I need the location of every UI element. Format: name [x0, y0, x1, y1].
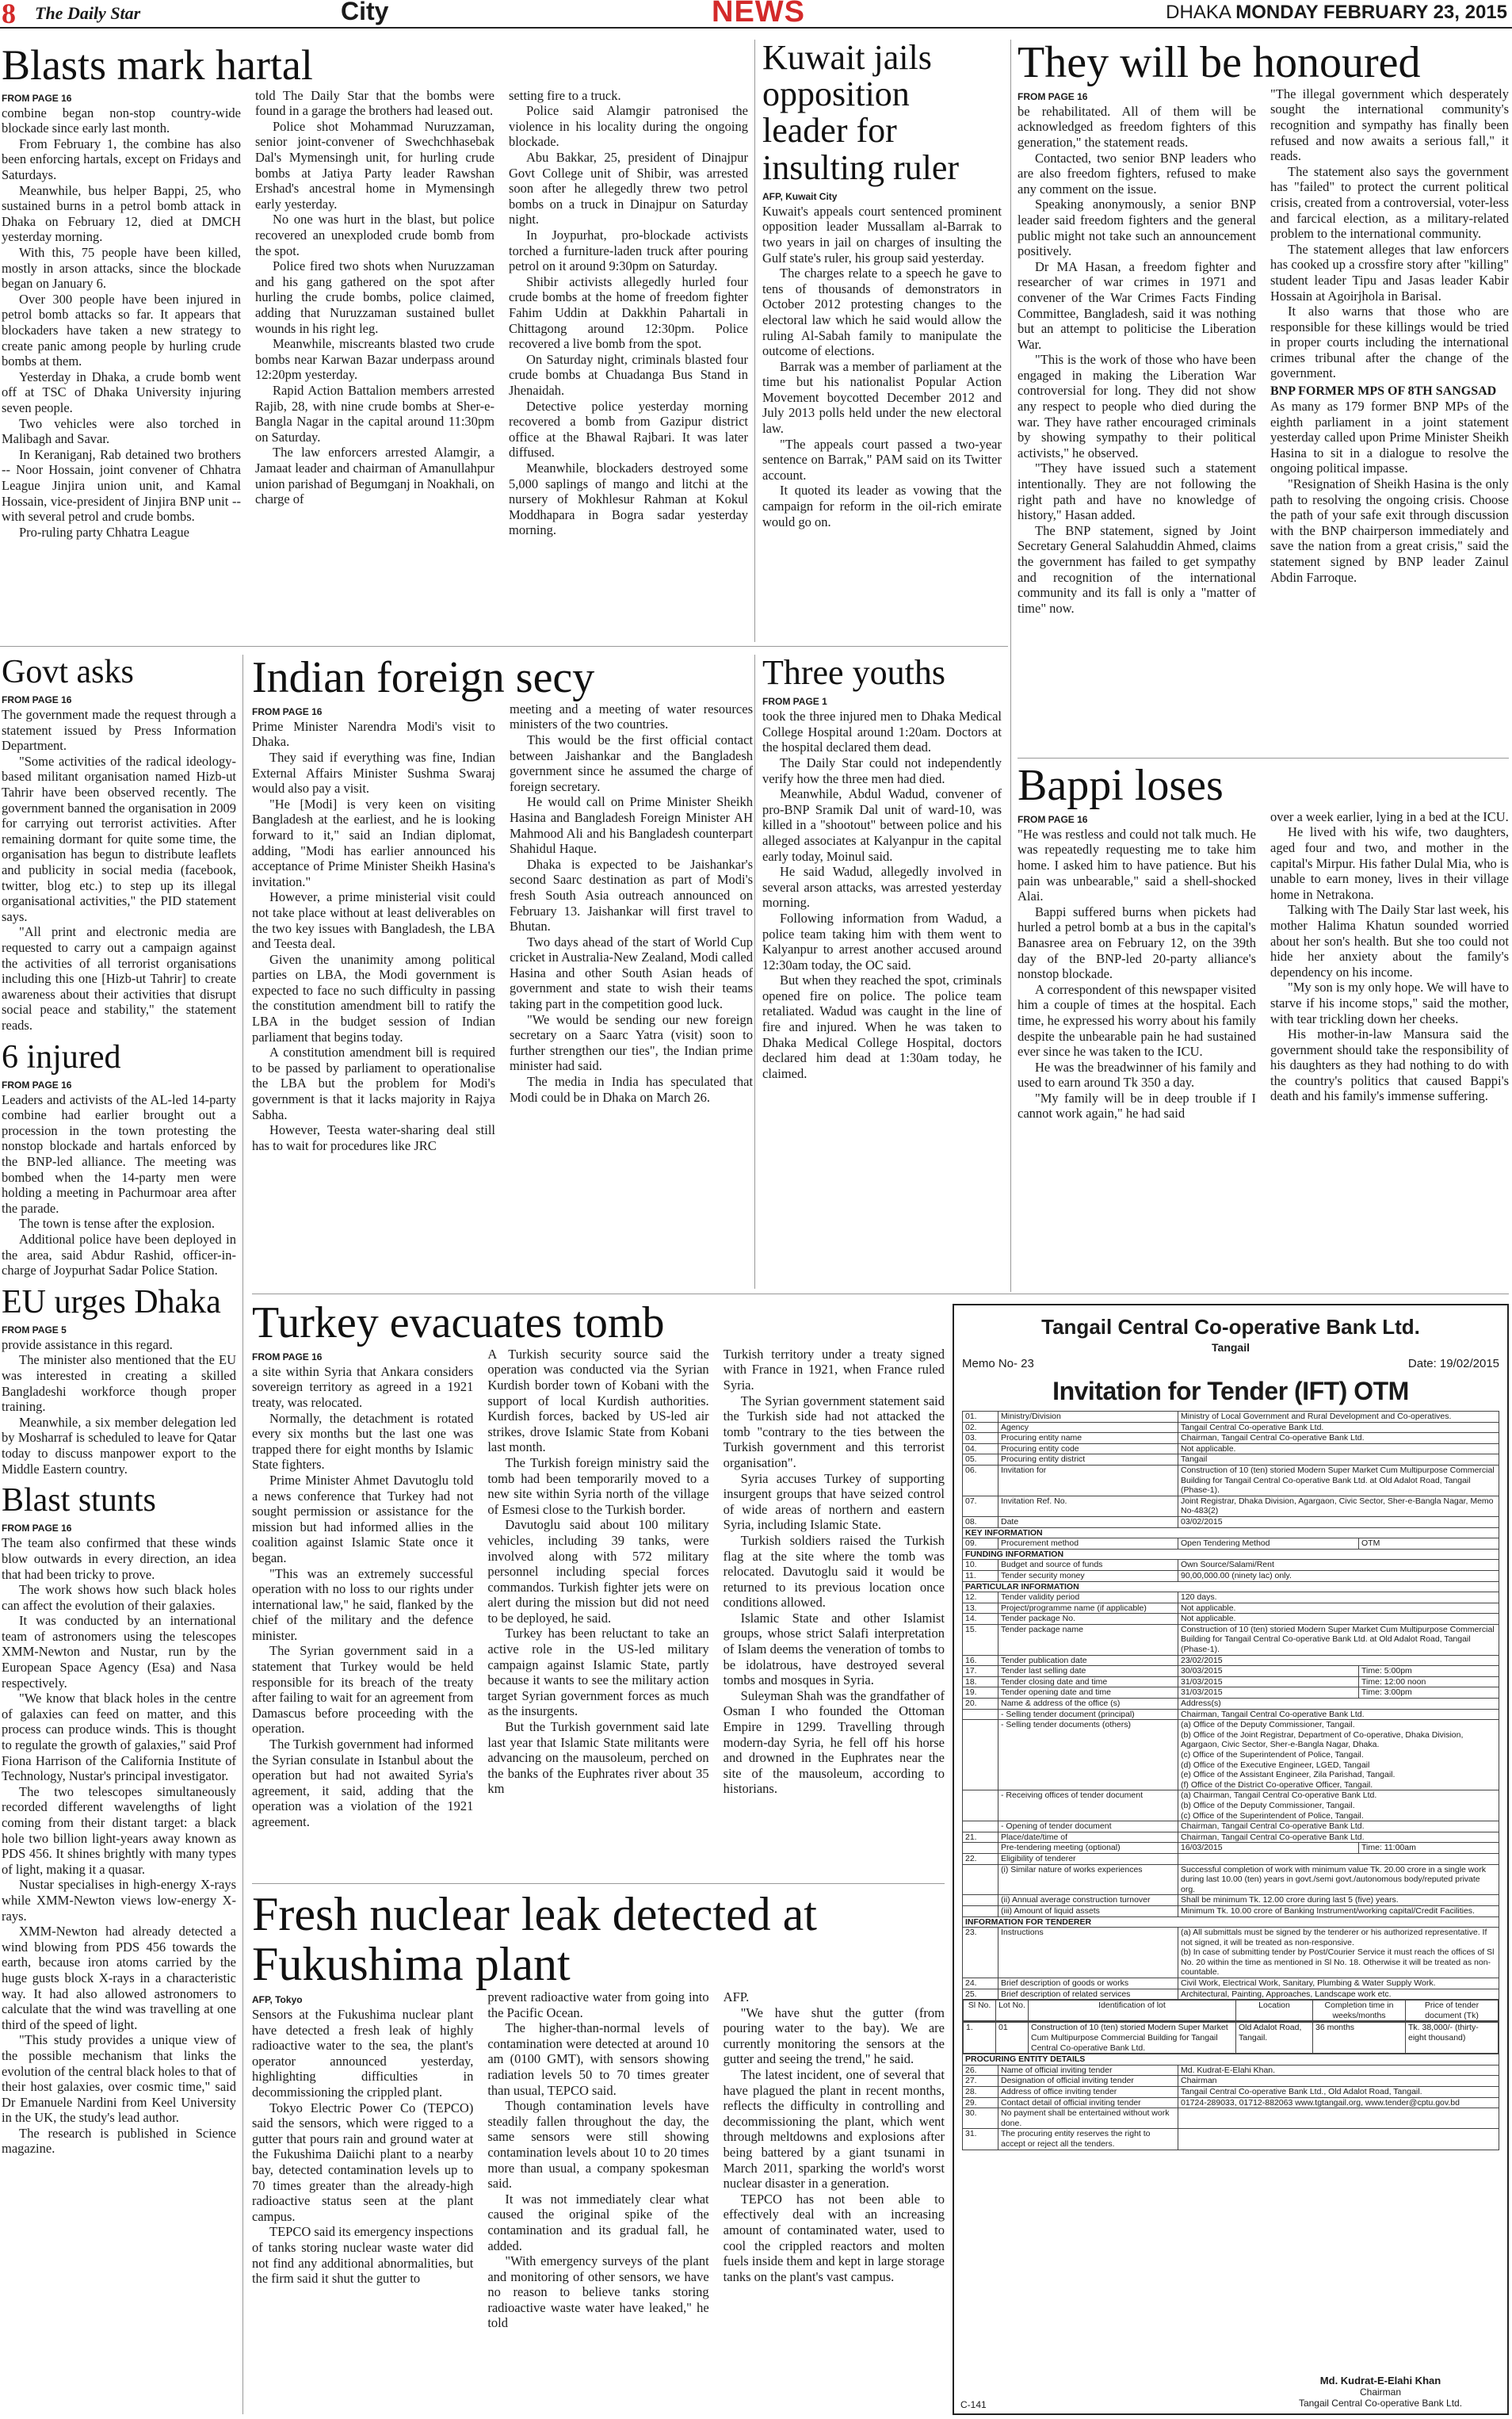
- table-row: (ii) Annual average construction turnover Shall be minimum Tk. 12.00 crore during last 5 (five) years.: [963, 1895, 1499, 1906]
- paragraph: TEPCO said its emergency inspections of tanks storing nuclear waste water did not find any additional abnormalities, but the firm said it shut the gutter to: [252, 2224, 474, 2287]
- paragraph: He lived with his wife, two daughters, aged four and two, and mother in the capital's Mirpur. His father Dulal Mia, who is unable to earn money, lives in their village home in Netrakona.: [1270, 824, 1509, 902]
- headline: Bappi loses: [1018, 761, 1224, 810]
- byline: FROM PAGE 16: [1018, 813, 1088, 825]
- paragraph: Additional police have been deployed in the area, said Abdur Rashid, officer-in-charge of Joypurhat Sadar Police Station.: [2, 1232, 236, 1278]
- story-injured: [2, 1040, 236, 1278]
- story-stunts: [2, 1483, 236, 2157]
- story-honoured: [1018, 40, 1509, 753]
- paragraph: "We would be sending our new foreign secretary on a Saarc Yatra (visit) soon to further strengthen our ties", the Indian prime minister had said.: [510, 1011, 753, 1074]
- paragraph: The research is published in Science magazine.: [2, 2125, 236, 2157]
- paragraph: over a week earlier, lying in a bed at the ICU.: [1270, 808, 1509, 824]
- paragraph: a site within Syria that Ankara considers sovereign territory as agreed in a 1921 treaty, was relocated.: [252, 1363, 474, 1410]
- table-row: KEY INFORMATION: [963, 1527, 1499, 1538]
- paragraph: provide assistance in this regard.: [2, 1336, 173, 1352]
- byline: AFP, Kuwait City: [762, 190, 838, 202]
- paragraph: Turkish soldiers raised the Turkish flag at the site where the tomb was relocated. Davutoglu said it would be returned to its previous location once conditions allowed.: [723, 1532, 945, 1611]
- paragraph: Given the unanimity among political parties on LBA, the Modi government is expected to face no such difficulty in passing the constitution amendment bill to ratify the LBA in the budget session of Indian parliament that begins today.: [252, 951, 495, 1045]
- paragraph: "Resignation of Sheikh Hasina is the only path to resolving the ongoing crisis. Choose the path of your safe exit through discussion with the BNP chairperson immediately and save the nation from a great crisis," said the statement signed by BNP leader Zainul Abdin Farroque.: [1270, 476, 1509, 585]
- paragraph: Police fired two shots when Nuruzzaman and his gang gathered on the spot after hurling the crude bombs, police claimed, adding that Nuruzzaman sustained bullet wounds in his right leg.: [255, 258, 494, 336]
- paragraph: On Saturday night, criminals blasted four crude bombs at Chuadanga Bus Stand in Jhenaidah.: [509, 351, 748, 398]
- paragraph: The Turkish government had informed the Syrian consulate in Istanbul about the operation but had not awaited Syria's agreement, it said, adding that the operation was a violation of the 1921 agreement.: [252, 1737, 474, 1830]
- story-india: [252, 655, 753, 1289]
- story-column: [252, 701, 495, 1154]
- paragraph: He was the breadwinner of his family and used to earn around Tk 350 a day.: [1018, 1059, 1256, 1091]
- story-column: [487, 1989, 708, 2331]
- table-row: 06. Invitation for Construction of 10 (ten) storied Modern Super Market Cum Multipurpose Commercial Building for Tangail Central Co-operative Bank Ltd. at Old Adalot Road, Tangail (Phase-1).: [963, 1465, 1499, 1496]
- table-row: - Selling tender document (principal) Chairman, Tangail Central Co-operative Bank Ltd.: [963, 1709, 1499, 1720]
- memo-date: Date: 19/02/2015: [1407, 1357, 1499, 1370]
- headline: Blasts mark hartal: [2, 41, 313, 89]
- news-label: NEWS: [712, 0, 805, 29]
- story-column: [510, 701, 753, 1154]
- table-row: (i) Similar nature of works experiences Successful completion of work with minimum value Tk. 20.00 crore in a single work during last 10.00 (ten) years in govt./semi govt./autonomous body/reputed private org.: [963, 1864, 1499, 1895]
- table-row: PROCURING ENTITY DETAILS: [963, 2054, 1499, 2066]
- headline: Three youths: [762, 653, 945, 692]
- ad-title: Invitation for Tender (IFT) OTM: [1052, 1377, 1409, 1405]
- table-row: 18. Tender closing date and time 31/03/2015 Time: 12:00 noon: [963, 1676, 1499, 1687]
- paragraph: Two vehicles were also torched in Malibagh and Savar.: [2, 415, 241, 447]
- paragraph: The BNP statement, signed by Joint Secretary General Salahuddin Ahmed, claims the government has failed to get sympathy and recognition of the international community and its fall is only a "matter of time" now.: [1018, 522, 1256, 616]
- paragraph: Two days ahead of the start of World Cup cricket in Australia-New Zealand, Modi called Hasina and other South Asian heads of government and state to wish their teams taking part in the competition good luck.: [510, 934, 753, 1012]
- paragraph: It also warns that those who are responsible for these killings would be tried in proper courts including the international crimes tribunal after the change of the government.: [1270, 304, 1509, 381]
- ad-place: Tangail: [1212, 1341, 1250, 1354]
- paragraph: The Syrian government statement said the Turkish side had not attacked the tomb "contrary to the ties between the Turkish government and this terrorist organisation".: [723, 1393, 945, 1470]
- table-row: 26. Name of official inviting tender Md. Kudrat-E-Elahi Khan.: [963, 2065, 1499, 2076]
- ad-code: C-141: [960, 2399, 987, 2410]
- paragraph: Shibir activists allegedly hurled four crude bombs at the home of freedom fighter Fahim Uddin at Dakkhin Pahartali in Chittagong around 12:30pm. Police recovered a live bomb from the spot.: [509, 273, 748, 352]
- paragraph: XMM-Newton had already detected a wind blowing from PDS 456 towards the earth, because iron atoms carried by the huge gusts block X-rays in a characteristic way. It had also allowed astronomers to calculate that the wind was travelling at one third of the speed of light.: [2, 1924, 236, 2032]
- tender-advertisement: [953, 1304, 1509, 2415]
- story-column: [762, 191, 1002, 529]
- paragraph: A Turkish security source said the operation was conducted via the Syrian Kurdish border town of Kobani with the support of local Kurdish authorities. Kurdish forces, backed by US-led air strikes, drove Islamic State from Kobani last month.: [487, 1346, 709, 1455]
- paragraph: The latest incident, one of several that have plagued the plant in recent months, reflects the difficulty in controlling and decommissioning the plant, which went through meltdowns and explosions after being battered by a giant tsunami in March 2011, sparking the world's worst nuclear disaster in a generation.: [723, 2066, 945, 2192]
- paragraph: The statement also says the government has "failed" to protect the current political crisis, created from a controversial, voter-less and farcical election, as a military-related problem to the international community.: [1270, 163, 1509, 242]
- table-row: 14. Tender package No. Not applicable.: [963, 1614, 1499, 1625]
- paragraph: "We know that black holes in the centre of galaxies can feed on matter, and this process can produce winds. This is thought to regulate the growth of galaxies," said Prof Fiona Harrison of the California Institute of Technology, Nustar's principal investigator.: [2, 1691, 236, 1784]
- paragraph: Suleyman Shah was the grandfather of Osman I who founded the Ottoman Empire in 1299. Travelling through modern-day Syria, he fell off his horse and drowned in the Euphrates near the site of the mausoleum, according to historians.: [723, 1687, 945, 1797]
- table-row: 15. Tender package name Construction of 10 (ten) storied Modern Super Market Cum Multipurpose Commercial Building for Tangail Central Co-operative Bank Ltd. at Old Adalot Road, Tangail (Phase-1).: [963, 1624, 1499, 1655]
- story-column: [252, 1347, 473, 1830]
- table-row: - Selling tender documents (others) (a) Office of the Deputy Commissioner, Tangail. (b) Office of the Joint Registrar, Department of Co-operative, Dhaka Division, Agargaon, Civic Sector, Sher-e-Bangla Nagar, Dhaka. (c) Office of the Superintendent of Police, Tangail. (d) Office of the Executive Engineer, LGED, Tangail (e) Office of the Assistant Engineer, Zila Parishad, Tangail. (f) Office of the District Co-operative Officer, Tangail.: [963, 1720, 1499, 1790]
- paragraph: The work shows how such black holes can affect the evolution of their galaxies.: [2, 1582, 236, 1613]
- paragraph: In Joypurhat, pro-blockade activists torched a furniture-laden truck after pouring petrol on it around 9:30pm on Saturday.: [509, 227, 748, 274]
- table-row: 16. Tender publication date 23/02/2015: [963, 1655, 1499, 1666]
- paragraph: From February 1, the combine has also been enforcing hartals, except on Fridays and Saturdays.: [2, 136, 241, 183]
- story-column: [1270, 86, 1509, 617]
- paragraph: Meanwhile, blockaders destroyed some 5,000 saplings of mango and litchi at the nursery of Mokhlesur Rahman at Kokul Moddhapara in Bogra sadar yesterday morning.: [509, 460, 748, 538]
- story-turkey: [252, 1300, 945, 1886]
- byline: AFP, Tokyo: [252, 1994, 303, 2005]
- dateline: DHAKA MONDAY FEBRUARY 23, 2015: [1166, 2, 1507, 23]
- story-eu: [2, 1285, 236, 1477]
- table-row: 20. Name & address of the office (s) Address(s): [963, 1699, 1499, 1710]
- paragraph: Meanwhile, Abdul Wadud, convener of pro-BNP Sramik Dal unit of ward-10, was killed in a "shootout" between police and his alleged associates at Kalyanpur in the capital early today, Moinul said.: [762, 786, 1002, 864]
- table-row: 28. Address of office inviting tender Tangail Central Co-operative Bank Ltd., Old Adalot Road, Tangail.: [963, 2087, 1499, 2098]
- table-row: FUNDING INFORMATION: [963, 1549, 1499, 1560]
- paragraph: "This study provides a unique view of the possible mechanism that links the evolution of the central black holes to that of their host galaxies, over cosmic time," said Dr Emanuele Nardini from Keel University in the UK, the study's lead author.: [2, 2032, 236, 2126]
- paragraph: The town is tense after the explosion.: [19, 1216, 215, 1232]
- table-row: 22. Eligibility of tenderer: [963, 1853, 1499, 1864]
- paragraph: The Daily Star could not independently verify how the three men had died.: [762, 755, 1002, 786]
- table-row: 08. Date 03/02/2015: [963, 1516, 1499, 1527]
- paragraph: "We have shut the gutter (from pouring water to the bay). We are currently monitoring the sensors at the gutter and seeing the trend," he said.: [723, 2004, 945, 2067]
- paragraph: "He was restless and could not talk much. He was repeatedly requesting me to take him home. I asked him to have patience. But his pain was unbearable," said a shell-shocked Alai.: [1018, 826, 1256, 904]
- table-row: 09. Procurement method Open Tendering Method OTM: [963, 1538, 1499, 1550]
- paragraph: "All print and electronic media are requested to carry out a campaign against the activities of all terrorist organisations including this one [Hizb-ut Tahrir] to create awareness about their activities that disrupt social peace and stability," the statement reads.: [2, 924, 236, 1033]
- paragraph: Speaking anonymously, a senior BNP leader said freedom fighters and the general public might not take such an announcement positively.: [1018, 197, 1256, 259]
- paragraph: As many as 179 former BNP MPs of the eighth parliament in a joint statement yesterday called upon Prime Minister Sheikh Hasina to sit in a dialogue to resolve the ongoing political impasse.: [1270, 399, 1509, 476]
- story-youths: [762, 655, 1002, 1289]
- table-row: 10. Budget and source of funds Own Source/Salami/Rent: [963, 1560, 1499, 1571]
- paragraph: "This was an extremely successful operation with no loss to our rights under international law," he said, flanked by the chief of the military and the defence minister.: [252, 1565, 474, 1643]
- paragraph: In Keraniganj, Rab detained two brothers -- Noor Hossain, joint convener of Chhatra League Jinjira union unit, and Kamal Hossain, vice-president of Jinjira BNP unit -- with several petrol and crude bombs.: [2, 446, 241, 525]
- byline: FROM PAGE 16: [2, 1523, 72, 1534]
- paragraph: took the three injured men to Dhaka Medical College Hospital around 1:20am. Doctors at the hospital declared them dead.: [762, 709, 1002, 755]
- byline: FROM PAGE 16: [2, 92, 72, 104]
- paragraph: Rapid Action Battalion members arrested Rajib, 28, with nine crude bombs at Sher-e-Bangla Nagar in the capital around 11:30pm on Saturday.: [255, 382, 494, 445]
- paragraph: Nustar specialises in high-energy X-rays while XMM-Newton views low-energy X-rays.: [2, 1877, 236, 1924]
- paragraph: The two telescopes simultaneously recorded different wavelengths of light coming from their distant target: a black hole two billion light-years away known as PDS 456. It shines brightly with many types of light, making it a quasar.: [2, 1783, 236, 1877]
- paragraph: "With emergency surveys of the plant and monitoring of other sensors, we have no reason to believe tanks storing radioactive waste water have leaked," he told: [487, 2253, 709, 2331]
- paragraph: The charges relate to a speech he gave to tens of thousands of demonstrators in October 2012 protesting changes to the electoral law which he said would allow the ruling Al-Sabah family to manipulate the outcome of elections.: [762, 266, 1002, 359]
- paragraph: Dhaka is expected to be Jaishankar's second Saarc destination as part of Modi's fresh South Asia outreach announced on February 13. Jaishankar will first travel to Bhutan.: [510, 856, 753, 934]
- paragraph: meeting and a meeting of water resources ministers of the two countries.: [510, 701, 753, 732]
- signature-block: Md. Kudrat-E-Elahi Khan Chairman Tangail Central Co-operative Bank Ltd.: [1298, 2375, 1463, 2409]
- paragraph: Detective police yesterday morning recovered a bomb from Gazipur district office at the Bhawal Rajbari. It was later diffused.: [509, 398, 748, 460]
- story-blasts: [2, 40, 748, 642]
- paragraph: Though contamination levels have steadily fallen throughout the day, the same sensors were still showing contamination levels about 10 to 20 times more than usual, a company spokesman said.: [487, 2098, 709, 2192]
- story-kuwait: [762, 40, 1002, 642]
- table-row: 30. No payment shall be entertained without work done.: [963, 2108, 1499, 2129]
- paragraph: However, a prime ministerial visit could not take place without at least deliverables on the two key issues with Bangladesh, the LBA and Teesta deal.: [252, 889, 495, 952]
- paragraph: It was not immediately clear what caused the original spike of the contamination and its gradual fall, he added.: [487, 2191, 709, 2253]
- paragraph: The team also confirmed that these winds blow outwards in every direction, an idea that had been tricky to prove.: [2, 1535, 236, 1582]
- table-row: INFORMATION FOR TENDERER: [963, 1916, 1499, 1928]
- paragraph: The media in India has speculated that Modi could be in Dhaka on March 26.: [510, 1074, 753, 1105]
- table-row: (iii) Amount of liquid assets Minimum Tk. 10.00 crore of Banking Instrument/working capital/Credit Facilities.: [963, 1905, 1499, 1916]
- paragraph: He said Wadud, allegedly involved in several arson attacks, was arrested yesterday morning.: [762, 864, 1002, 911]
- paragraph: With this, 75 people have been killed, mostly in arson attacks, since the blockade began on January 6.: [2, 245, 241, 292]
- paragraph: The law enforcers arrested Alamgir, a Jamaat leader and chairman of Amanullahpur union parishad of Begumganj in Noakhali, on charge of: [255, 445, 494, 507]
- paragraph: A constitution amendment bill is required to be passed by parliament to operationalise the LBA but the problem for Modi's government is that it lacks majority in Rajya Sabha.: [252, 1045, 495, 1122]
- story-column: [255, 88, 494, 541]
- paragraph: Police shot Mohammad Nuruzzaman, senior joint-convener of Swechchhasebak Dal's Mymensingh unit, for hurling crude bombs at Jatiya Party leader Rawshan Ershad's ancestral home in Mymensingh early yesterday.: [255, 118, 494, 212]
- table-row: PARTICULAR INFORMATION: [963, 1581, 1499, 1592]
- headline: Blast stunts: [2, 1482, 156, 1519]
- story-column: [1018, 809, 1256, 1122]
- table-row: 07. Invitation Ref. No. Joint Registrar, Dhaka Division, Agargaon, Civic Sector, Sher-e-Bangla Nagar, Memo No-483(2): [963, 1496, 1499, 1516]
- story-bappi: [1018, 762, 1509, 1294]
- table-row: 24. Brief description of goods or works Civil Work, Electrical Work, Sanitary, Plumbing & Water Supply Work.: [963, 1978, 1499, 1989]
- paragraph: The minister also mentioned that the EU was interested in creating a skilled Bangladeshi workforce though proper training.: [2, 1352, 236, 1415]
- table-row: 04. Procuring entity code Not applicable.: [963, 1443, 1499, 1454]
- table-row: Sl No. Lot No. Identification of lot Location Completion time in weeks/months Price of tender document (Tk): [963, 2000, 1499, 2022]
- ad-org: Tangail Central Co-operative Bank Ltd.: [1041, 1315, 1420, 1339]
- paragraph: Yesterday in Dhaka, a crude bomb went off at TSC of Dhaka University injuring seven people.: [2, 369, 241, 415]
- table-row: 02. Agency Tangail Central Co-operative Bank Ltd.: [963, 1422, 1499, 1433]
- table-row: 29. Contact detail of official inviting tender 01724-289033, 01712-882063 www.tgtangail.org, www.tender@cptu.gov.bd: [963, 2097, 1499, 2108]
- paragraph: Meanwhile, miscreants blasted two crude bombs near Karwan Bazar underpass around 12:20pm yesterday.: [255, 336, 494, 383]
- paragraph: Leaders and activists of the AL-led 14-party combine had earlier brought out a procession in the town protesting the nonstop blockade and hartals enforced by the BNP-led alliance. The meeting was bombed when the 14-party men were holding a meeting in Pachurmoar area after the parade.: [2, 1091, 236, 1216]
- paragraph: "This is the work of those who have been engaged in making the Liberation War controversial for long. They did not show any respect to people who died during the war. They have rather encouraged criminals by showing sympathy to their political activists," he observed.: [1018, 352, 1256, 460]
- headline: 6 injured: [2, 1038, 121, 1076]
- paragraph: Over 300 people have been injured in petrol bomb attacks so far. It appears that blockaders have taken a new strategy to create panic among people by hurling crude bombs at them.: [2, 291, 241, 369]
- masthead: [0, 0, 1512, 29]
- paragraph: setting fire to a truck.: [509, 87, 621, 103]
- paragraph: Prime Minister Ahmet Davutoglu told a news conference that Turkey had not sought permission or assistance for the mission but had informed allies in the coalition against Islamic State once it began.: [252, 1472, 474, 1565]
- paragraph: Normally, the detachment is rotated every six months but the last one was trapped there for eight months by Islamic State fighters.: [252, 1410, 474, 1473]
- paragraph: This would be the first official contact between Jaishankar and the Bangladesh government since he assumed the charge of foreign secretary.: [510, 732, 753, 794]
- story-column: [762, 696, 1002, 1081]
- paragraph: Dr MA Hasan, a freedom fighter and researcher of war crimes in 1971 and convener of the War Crimes Facts Finding Committee, Bangladesh, said it was nothing but an attempt to politicise the Liberation War.: [1018, 258, 1256, 352]
- paragraph: Meanwhile, a six member delegation led by Mosharraf is scheduled to leave for Qatar today to discuss manpower export to the Middle Eastern country.: [2, 1414, 236, 1477]
- paragraph: It was conducted by an international team of astronomers using the telescopes XMM-Newton and Nustar, run by the European Space Agency (Esa) and Nasa respectively.: [2, 1613, 236, 1691]
- story-column: [252, 1989, 473, 2331]
- paragraph: "Some activities of the radical ideology-based militant organisation named Hizb-ut Tahrir have been observed recently. The government banned the organisation in 2009 for carrying out terrorist activities. After remaining dormant for quite some time, the organisation has begun to distribute leaflets and publicity in social media (facebook, twitter, blog etc.) to step up its illegal organisational activities," the PID statement says.: [2, 753, 236, 924]
- story-fukushima: [252, 1890, 945, 2416]
- subhead: BNP FORMER MPS OF 8TH SANGSAD: [1270, 384, 1497, 399]
- story-column: [724, 1989, 945, 2331]
- headline: Govt asks: [2, 654, 134, 690]
- table-row: 1. 01 Construction of 10 (ten) storied Modern Super Market Cum Multipurpose Commercial Building for Tangail Central Co-operative Bank Ltd. Old Adalot Road, Tangail. 36 months Tk. 38,000/- (thirty-eight thousand): [963, 2022, 1499, 2054]
- paragraph: Kuwait's appeals court sentenced prominent opposition leader Mussallam al-Barrak to two years in jail on charges of insulting the Gulf state's ruler, his group said yesterday.: [762, 203, 1002, 266]
- byline: FROM PAGE 16: [2, 694, 72, 706]
- paragraph: AFP.: [723, 1989, 750, 2004]
- paragraph: The Turkish foreign ministry said the tomb had been temporarily moved to a new site within Syria north of the village of Esmesi close to the Turkish border.: [487, 1454, 709, 1517]
- paragraph: The Syrian government said in a statement that Turkey would be held responsible for its breach of the treaty after failing to wait for an agreement from Damascus before proceeding with the operation.: [252, 1643, 474, 1737]
- paragraph: But the Turkish government said late last year that Islamic State militants were advancing on the mausoleum, perched on the banks of the Euphrates river about 35 km: [487, 1719, 709, 1797]
- table-row: - Receiving offices of tender document (a) Chairman, Tangail Central Co-operative Bank Ltd. (b) Office of the Deputy Commissioner, Tangail. (c) Office of the Superintendent of Police, Tangail.: [963, 1790, 1499, 1821]
- paragraph: prevent radioactive water from going into the Pacific Ocean.: [487, 1989, 709, 2020]
- paragraph: They said if everything was fine, Indian External Affairs Minister Sushma Swaraj would also pay a visit.: [252, 749, 495, 797]
- story-column: [1270, 809, 1509, 1122]
- paragraph: Sensors at the Fukushima nuclear plant have detected a fresh leak of highly radioactive water to the sea, the plant's operator announced yesterday, highlighting difficulties in decommissioning the crippled plant.: [252, 2007, 474, 2100]
- table-row: 27. Designation of official inviting tender Chairman: [963, 2076, 1499, 2087]
- headline: Turkey evacuates tomb: [252, 1298, 665, 1347]
- paragraph: be rehabilitated. All of them will be acknowledged as freedom fighters of this generation," the statement reads.: [1018, 103, 1256, 150]
- paragraph: Pro-ruling party Chhatra League: [19, 524, 189, 540]
- tender-table: [962, 1411, 1499, 2150]
- paragraph: told The Daily Star that the bombs were found in a garage the brothers had leased out.: [255, 87, 494, 119]
- table-row: 12. Tender validity period 120 days.: [963, 1592, 1499, 1603]
- paragraph: Turkish territory under a treaty signed with France in 1921, when France ruled Syria.: [723, 1346, 945, 1393]
- story-column: [1018, 86, 1256, 617]
- paragraph: A correspondent of this newspaper visited him a couple of times at the hospital. Each time, he expressed his worry about his family despite the unbearable pain he had sustained ever since he was taken to the ICU.: [1018, 981, 1256, 1060]
- paragraph: "He [Modi] is very keen on visiting Bangladesh at the earliest, and he is looking forward to it," said an Indian diplomat, adding, "Modi has earlier announced his acceptance of Prime Minister Sheikh Hasina's invitation.": [252, 796, 495, 889]
- paragraph: Islamic State and other Islamist groups, whose strict Salafi interpretation of Islam deems the veneration of tombs to be idolatrous, have destroyed several tombs and mosques in Syria.: [723, 1610, 945, 1688]
- headline: EU urges Dhaka: [2, 1283, 221, 1320]
- paragraph: It quoted its leader as vowing that the campaign for reform in the oil-rich emirate would go on.: [762, 483, 1002, 529]
- table-row: Pre-tendering meeting (optional) 16/03/2015 Time: 11:00am: [963, 1843, 1499, 1854]
- story-govt: [2, 655, 236, 1034]
- paragraph: Contacted, two senior BNP leaders who are also freedom fighters, refused to make any comment on the issue.: [1018, 150, 1256, 197]
- paragraph: Abu Bakkar, 25, president of Dinajpur Govt College unit of Shibir, was arrested soon after he allegedly threw two petrol bombs on a truck in Dinajpur on Saturday night.: [509, 150, 748, 227]
- paragraph: But when they reached the spot, criminals opened fire on police. The police team retaliated. Wadud was caught in the line of fire and injured. When he was taken to Dhaka Medical College Hospital, doctors declared him dead at 1:30am today, he claimed.: [762, 973, 1002, 1081]
- table-row: 17. Tender last selling date 30/03/2015 Time: 5:00pm: [963, 1666, 1499, 1677]
- newspaper-logo: The Daily Star: [35, 3, 141, 23]
- paragraph: combine began non-stop country-wide blockade since early last month.: [2, 105, 241, 136]
- paragraph: "They have issued such a statement intentionally. They are not following the right path and have no knowledge of history," Hasan added.: [1018, 460, 1256, 523]
- story-column: [487, 1347, 708, 1830]
- paragraph: Barrak was a member of parliament at the time but his nationalist Popular Action Movement boycotted December 2012 and July 2013 polls held under the new electoral law.: [762, 358, 1002, 437]
- paragraph: Talking with The Daily Star last week, his mother Halima Khatun sounded worried about her son's health. But she too could not hide her anxiety about the family's dependency on his income.: [1270, 902, 1509, 980]
- paragraph: TEPCO has not been able to effectively deal with an increasing amount of contaminated water, used to cool the crippled reactors and molten fuels inside them and kept in large storage tanks on the plant's vast campus.: [723, 2191, 945, 2284]
- left-rail: [2, 655, 236, 2414]
- paragraph: Prime Minister Narendra Modi's visit to Dhaka.: [252, 718, 495, 750]
- byline: FROM PAGE 5: [2, 1324, 67, 1336]
- paragraph: However, Teesta water-sharing deal still has to wait for procedures like JRC: [252, 1122, 495, 1153]
- paragraph: "The illegal government which desperately sought the international community's recognition and sympathy has finally been refused and now awaits a serious fall," it reads.: [1270, 86, 1509, 164]
- table-row: 23. Instructions (a) All submittals must be signed by the tenderer or his authorized representative. If not signed, it will be treated as non-responsive. (b) In case of submitting tender by Post/Courier Service it must reach the offices of Sl No. 20 within the time as mentioned in Sl No. 18. Otherwise it will be treated as non-countable.: [963, 1928, 1499, 1978]
- paragraph: The higher-than-normal levels of contamination were detected at around 10 am (0100 GMT), with sensors showing radiation levels 50 to 70 times greater than usual, TEPCO said.: [487, 2020, 709, 2098]
- paragraph: Turkey has been reluctant to take an active role in the US-led military campaign against Islamic State, partly because it wants to see the military action target Syrian government forces as much as the insurgents.: [487, 1626, 709, 1719]
- byline: FROM PAGE 16: [252, 705, 323, 717]
- byline: FROM PAGE 1: [762, 696, 827, 708]
- story-column: [2, 88, 241, 541]
- paragraph: The government made the request through a statement issued by Press Information Department.: [2, 707, 236, 754]
- byline: FROM PAGE 16: [1018, 90, 1088, 102]
- table-row: - Opening of tender document Chairman, Tangail Central Co-operative Bank Ltd.: [963, 1821, 1499, 1832]
- paragraph: He would call on Prime Minister Sheikh Hasina and Bangladesh Foreign Minister AH Mahmood Ali and his Bangladesh counterpart Shahidul Haque.: [510, 794, 753, 857]
- story-column: [509, 88, 748, 541]
- paragraph: No one was hurt in the blast, but police recovered an unexploded crude bomb from the spot.: [255, 212, 494, 258]
- byline: FROM PAGE 16: [2, 1079, 72, 1091]
- table-row: 21. Place/date/time of Chairman, Tangail Central Co-operative Bank Ltd.: [963, 1832, 1499, 1843]
- memo-number: Memo No- 23: [962, 1357, 1034, 1370]
- table-row: 11. Tender security money 90,00,000.00 (ninety lac) only.: [963, 1570, 1499, 1581]
- headline: Kuwait jails opposition leader for insulting ruler: [762, 38, 960, 187]
- headline: They will be honoured: [1018, 38, 1421, 87]
- paragraph: His mother-in-law Mansura said the government should take the responsibility of his daughters as they had nothing to do with the country's politics that caused Bappi's death and his family's immense suffering.: [1270, 1026, 1509, 1104]
- table-row: 05. Procuring entity district Tangail: [963, 1454, 1499, 1466]
- paragraph: "My family will be in deep trouble if I cannot work again," he had said: [1018, 1090, 1256, 1122]
- paragraph: Following information from Wadud, a police team taking him with them went to Kalyanpur to arrest another accused around 12:30am today, the OC said.: [762, 910, 1002, 973]
- table-row: 03. Procuring entity name Chairman, Tangail Central Co-operative Bank Ltd.: [963, 1433, 1499, 1444]
- paragraph: "My son is my only hope. We will have to starve if his income stops," said the mother, with tear trickling down her cheeks.: [1270, 980, 1509, 1026]
- section-name: City: [341, 0, 389, 25]
- paragraph: Police said Alamgir patronised the violence in his locality during the ongoing blockade.: [509, 103, 748, 150]
- paragraph: Tokyo Electric Power Co (TEPCO) said the sensors, which were rigged to a gutter that pours rain and ground water at the Fukushima Daiichi plant to a nearby bay, detected contamination levels up to 70 times greater than the already-high radioactive status seen at the plant campus.: [252, 2100, 474, 2224]
- table-row: 01. Ministry/Division Ministry of Local Government and Rural Development and Co-operatives.: [963, 1412, 1499, 1423]
- table-row: 31. The procuring entity reserves the right to accept or reject all the tenders.: [963, 2129, 1499, 2150]
- headline: Indian foreign secy: [252, 653, 595, 702]
- paragraph: The statement alleges that law enforcers has cooked up a crossfire story after "killing" student leader Tipu and Jasas leader Kabir Hossain at Agoirjhola in Barisal.: [1270, 241, 1509, 304]
- paragraph: Davutoglu said about 100 military vehicles, including 39 tanks, were involved along with 572 military personnel including special forces commandos. Turkish fighter jets were on alert during the mission but did not need to be deployed, he said.: [487, 1517, 709, 1626]
- page-number: 8: [2, 0, 16, 29]
- table-row: 19. Tender opening date and time 31/03/2015 Time: 3:00pm: [963, 1687, 1499, 1699]
- byline: FROM PAGE 16: [252, 1351, 323, 1362]
- paragraph: Syria accuses Turkey of supporting insurgent groups that have seized control of wide areas of northern and eastern Syria, including Islamic State.: [723, 1470, 945, 1533]
- paragraph: "The appeals court passed a two-year sentence on Barrak," PAM said on its Twitter account.: [762, 436, 1002, 483]
- paragraph: Bappi suffered burns when pickets had hurled a petrol bomb at a bus in the capital's Banasree area on February 12, on the 39th day of the BNP-led 20-party alliance's nonstop blockade.: [1018, 904, 1256, 982]
- table-row: 13. Project/programme name (if applicable) Not applicable.: [963, 1603, 1499, 1614]
- story-column: [724, 1347, 945, 1830]
- table-row: 25. Brief description of related services Architectural, Painting, Approaches, Landscape work etc.: [963, 1989, 1499, 2000]
- paragraph: Meanwhile, bus helper Bappi, 25, who sustained burns in a petrol bomb attack in Dhaka on February 12, died at DMCH yesterday morning.: [2, 182, 241, 245]
- headline: Fresh nuclear leak detected at Fukushima plant: [252, 1888, 817, 1990]
